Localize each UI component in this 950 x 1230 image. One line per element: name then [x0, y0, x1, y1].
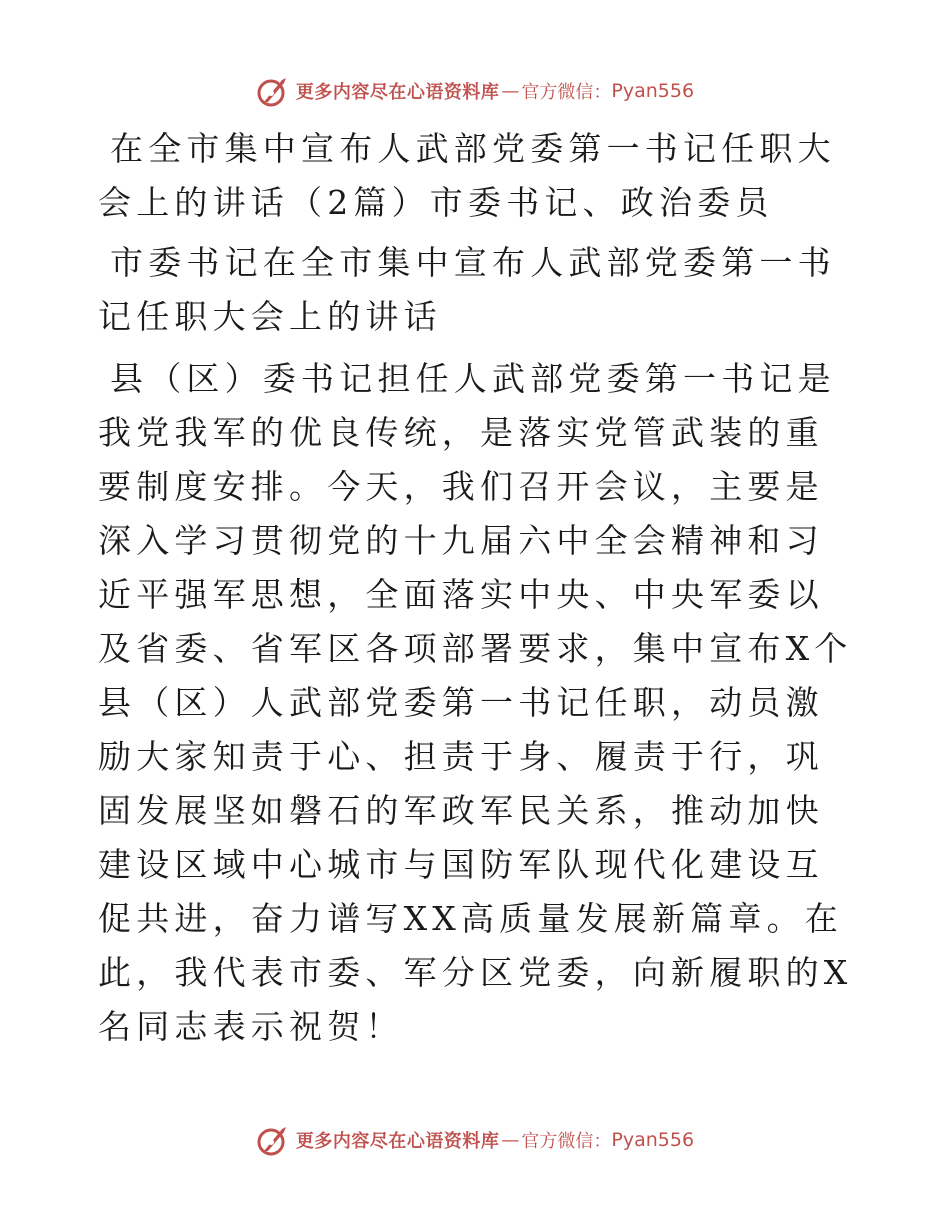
quill-logo-icon — [256, 1123, 290, 1157]
banner-brand-text: 更多内容尽在心语资料库 — [295, 82, 500, 103]
banner-dash: — — [501, 1129, 520, 1151]
footer-banner — [0, 1118, 950, 1162]
banner-wechat-id: Pyan556 — [611, 1129, 695, 1151]
document-paragraph: 县（区）委书记担任人武部党委第一书记是我党我军的优良传统，是落实党管武装的重要制度安排。今天，我们召开会议，主要是深入学习贯彻党的十九届六中全会精神和习近平强军思想，全面落实中央、中央军委以及省委、省军区各项部署要求，集中宣布X个县（区）人武部党委第一书记任职，动员激励大家知责于心、担责于身、履责于行，巩固发展坚如磐石的军政军民关系，推动加快建设区域中心城市与国防军队现代化建设互促共进，奋力谱写XX高质量发展新篇章。在此，我代表市委、军分区党委，向新履职的X名同志表示祝贺！ — [98, 359, 853, 1046]
header-banner — [0, 69, 950, 113]
document-body — [98, 122, 858, 1054]
banner-wechat-id: Pyan556 — [611, 80, 695, 102]
banner-wechat-label: 官方微信： — [521, 1131, 612, 1152]
quill-logo-icon — [256, 74, 290, 108]
document-subtitle: 市委书记在全市集中宣布人武部党委第一书记任职大会上的讲话 — [98, 243, 836, 336]
banner-wechat-label: 官方微信： — [521, 82, 612, 103]
banner-brand-text: 更多内容尽在心语资料库 — [295, 1131, 500, 1152]
banner-dash: — — [501, 80, 520, 102]
document-title: 在全市集中宣布人武部党委第一书记任职大会上的讲话（2篇）市委书记、政治委员 — [98, 129, 836, 222]
